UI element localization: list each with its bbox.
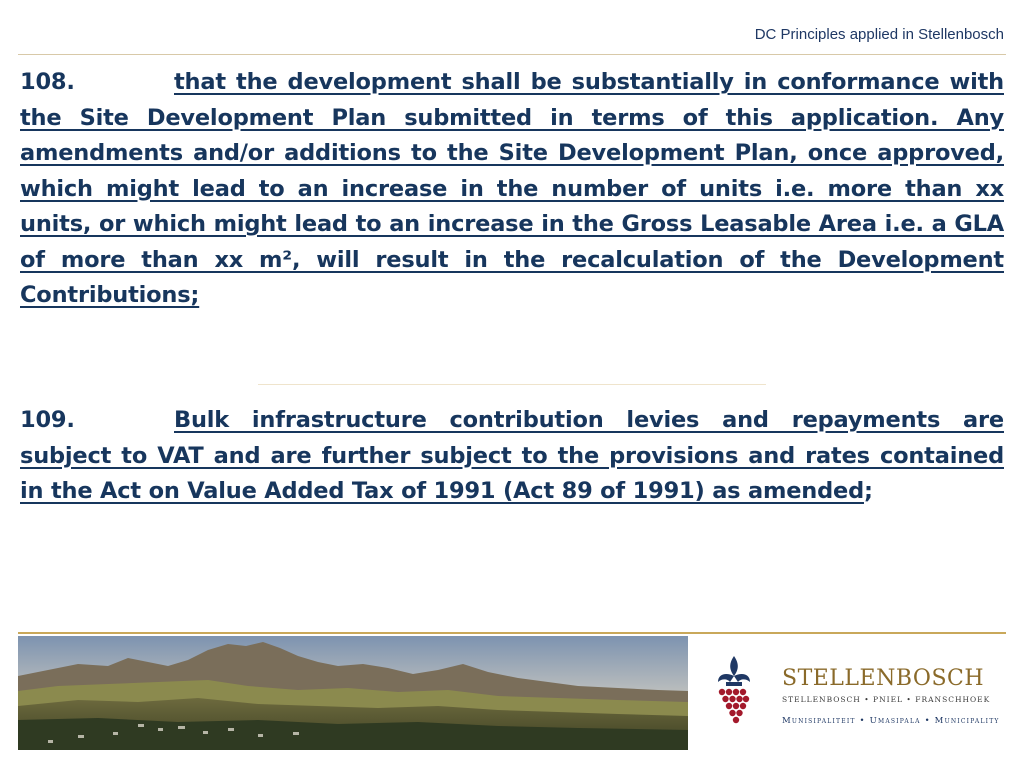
header-divider: [18, 54, 1006, 55]
clause-109: [20, 403, 1004, 510]
clause-text: that the development shall be substantially in conformance with the Site Development Plan submitted in terms of this application. Any amendments and/or additions to the Site Development Plan, once approved, which might lead to an increase in the number of units i.e. more than xx units, or which might lead to an increase in the Gross Leasable Area i.e. a GLA of more than xx m², will result in the recalculation of the Development Contributions;: [20, 69, 1004, 308]
fleur-de-lis-grapes-icon: [712, 654, 756, 730]
municipality-logo: [694, 636, 1006, 750]
clause-108: [20, 65, 1004, 314]
clause-trailing-punctuation: ;: [863, 478, 873, 504]
footer-banner: [18, 636, 1006, 750]
clause-number: 109.: [20, 407, 75, 433]
slide-header-title: DC Principles applied in Stellenbosch: [754, 26, 1004, 43]
clause-number: 108.: [20, 69, 75, 95]
footer-divider: [18, 632, 1006, 634]
brand-municipality: Munisipaliteit • Umasipala • Municipality: [782, 716, 1000, 726]
section-divider: [258, 384, 766, 385]
brand-places: STELLENBOSCH • PNIEL • FRANSCHHOEK: [782, 695, 991, 704]
clause-text: Bulk infrastructure contribution levies and repayments are subject to VAT and are further subject to the provisions and rates contained in the Act on Value Added Tax of 1991 (Act 89 of 1991) as amended: [20, 407, 1004, 504]
landscape-illustration: [18, 636, 688, 750]
mountain-landscape-photo: [18, 636, 688, 750]
brand-name: STELLENBOSCH: [782, 666, 985, 691]
